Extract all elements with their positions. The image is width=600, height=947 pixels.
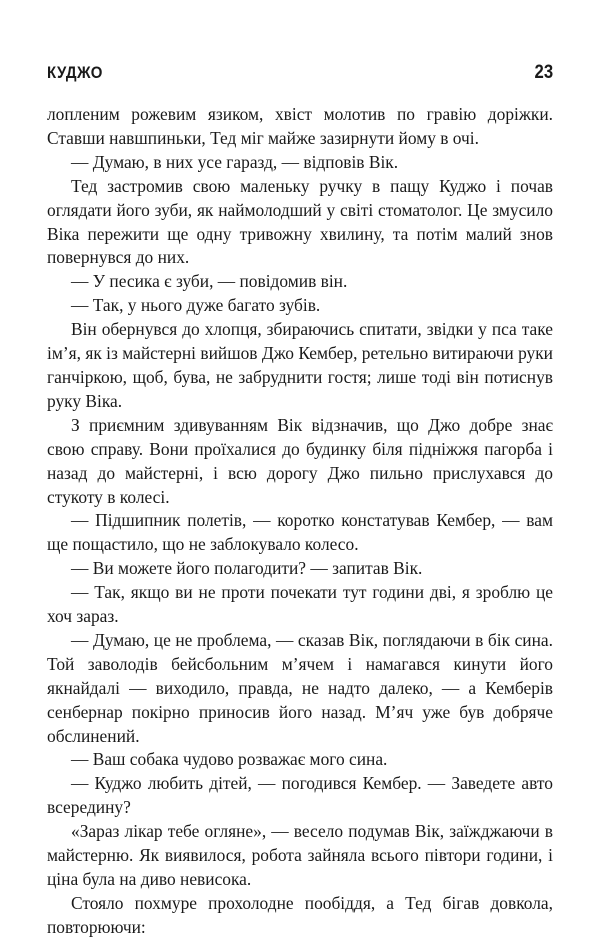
paragraph: З приємним здивуванням Вік відзначив, що Джо добре знає свою справу. Вони проїхалися до будинку біля підніжжя пагорба і назад до майстерні, і всю дорогу Джо пильно прислухався до стукоту в колесі. (47, 414, 553, 507)
paragraph-dialogue: — Ви можете його полагодити? — запитав Вік. (71, 558, 423, 579)
paragraph-dialogue: — Так, якщо ви не проти почекати тут години дві, я зроблю це хоч зараз. (47, 582, 553, 627)
paragraph-dialogue: — Так, у нього дуже багато зубів. (71, 295, 321, 316)
paragraph-continuation: лопленим рожевим язиком, хвіст молотив по гравію доріжки. Ставши навшпиньки, Тед міг майже зазирнути йому в очі. (47, 104, 553, 148)
body-text (47, 103, 553, 940)
paragraph: Він обернувся до хлопця, збираючись спитати, звідки у пса таке ім’я, як із майстерні вийшов Джо Кембер, ретельно витираючи руки ганчіркою, щоб, бува, не забруднити гостя; лише тоді він потиснув руку Віка. (47, 319, 553, 411)
paragraph-dialogue: — Куджо любить дітей, — погодився Кембер. — Заведете авто всередину? (47, 773, 553, 818)
paragraph: Тед застромив свою маленьку ручку в пащу Куджо і почав оглядати його зуби, як наймолодший у світі стоматолог. Це змусило Віка пережити ще одну тривожну хвилину, та потім малий знов повернувся до них. (47, 175, 553, 268)
paragraph: «Зараз лікар тебе огляне», — весело подумав Вік, заїжджаючи в майстерню. Як виявилося, робота зайняла всього півтори години, і ціна була на диво невисока. (47, 821, 553, 889)
paragraph-dialogue: — Думаю, в них усе гаразд, — відповів Вік. (71, 151, 399, 172)
running-title: КУДЖО (47, 63, 103, 82)
page-number: 23 (534, 62, 553, 83)
paragraph-dialogue: — Підшипник полетів, — коротко констатував Кембер, — вам ще пощастило, що не заблокувало колесо. (47, 510, 553, 555)
paragraph: Стояло похмуре прохолодне пообіддя, а Тед бігав довкола, повторюючи: (47, 892, 553, 937)
paragraph-dialogue: — У песика є зуби, — повідомив він. (71, 271, 348, 292)
paragraph-dialogue: — Ваш собака чудово розважає мого сина. (71, 749, 388, 770)
running-header (47, 62, 553, 86)
paragraph-dialogue: — Думаю, це не проблема, — сказав Вік, поглядаючи в бік сина. Той заволодів бейсбольним м’ячем і намагався кинути його якнайдалі — виходило, правда, не надто далеко, — а Кемберів сенбернар покірно приносив його назад. М’яч уже був добряче обслинений. (47, 629, 553, 746)
